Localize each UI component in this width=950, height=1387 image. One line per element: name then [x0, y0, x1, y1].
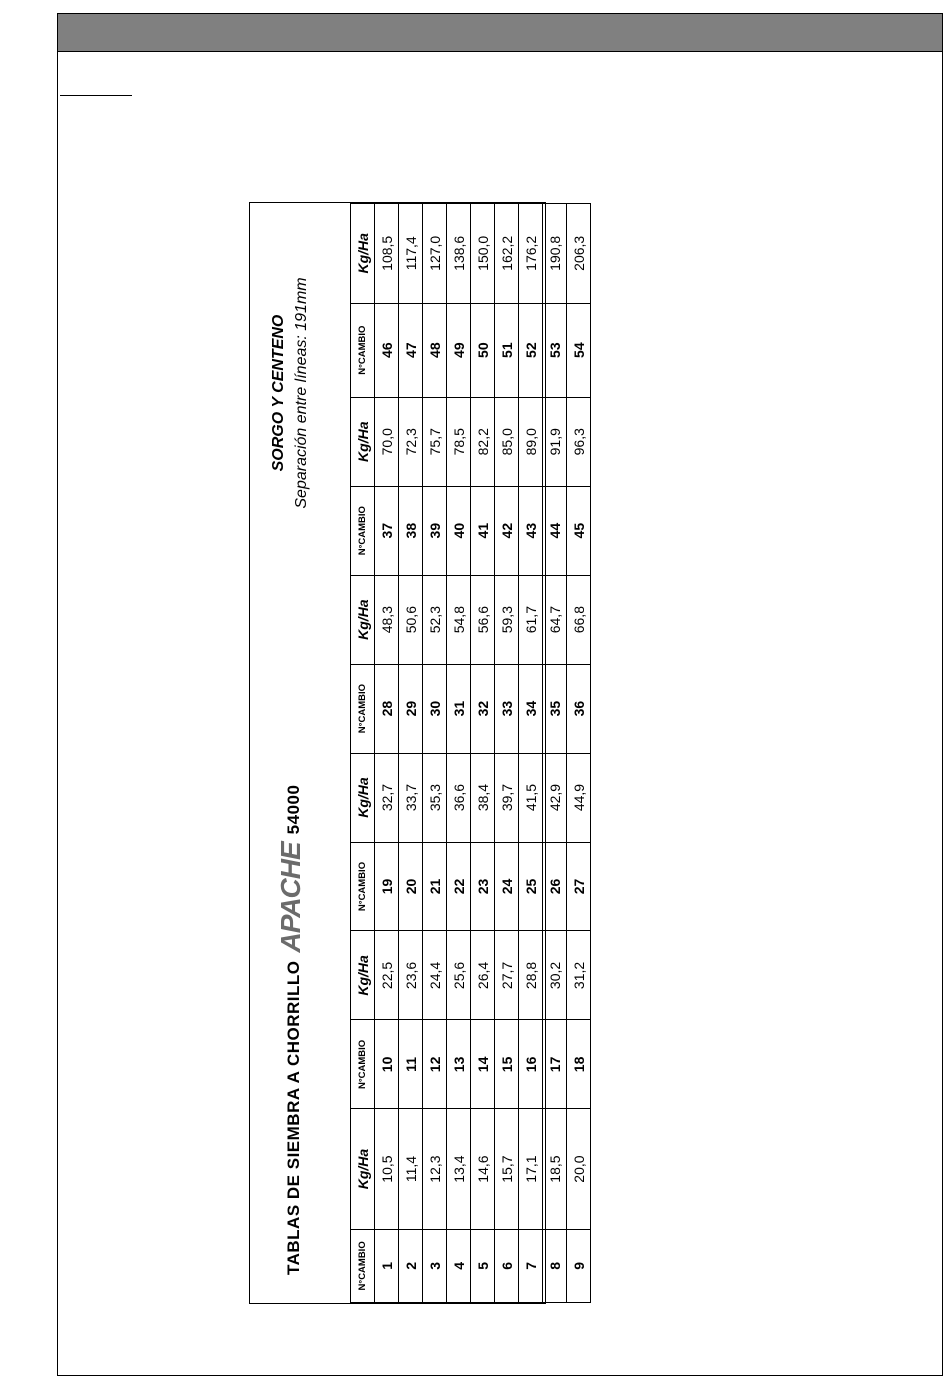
change-number-cell: 25 — [519, 842, 543, 931]
kg-ha-cell: 138,6 — [447, 204, 471, 304]
change-number-cell: 38 — [399, 486, 423, 575]
crop-title: SORGO Y CENTENO — [270, 314, 287, 472]
change-number-cell: 16 — [519, 1020, 543, 1109]
change-number-cell: 6 — [495, 1229, 519, 1302]
header-rule — [60, 95, 132, 96]
col-header-kg: Kg/Ha — [351, 397, 375, 486]
kg-ha-cell: 75,7 — [423, 397, 447, 486]
kg-ha-cell: 36,6 — [447, 753, 471, 842]
title-text: TABLAS DE SIEMBRA A CHORRILLO — [284, 960, 303, 1275]
kg-ha-cell: 33,7 — [399, 753, 423, 842]
kg-ha-cell: 82,2 — [471, 397, 495, 486]
change-number-cell: 32 — [471, 664, 495, 753]
change-number-cell: 46 — [375, 303, 399, 397]
kg-ha-cell: 206,3 — [567, 204, 591, 304]
kg-ha-cell: 52,3 — [423, 575, 447, 664]
change-number-cell: 36 — [567, 664, 591, 753]
table-row — [447, 204, 471, 1303]
kg-ha-cell: 12,3 — [423, 1109, 447, 1229]
kg-ha-cell: 50,6 — [399, 575, 423, 664]
kg-ha-cell: 59,3 — [495, 575, 519, 664]
col-header-change: N°CAMBIO — [351, 486, 375, 575]
table-row — [471, 204, 495, 1303]
header-bar — [58, 14, 942, 52]
table-body — [375, 204, 591, 1303]
change-number-cell: 11 — [399, 1020, 423, 1109]
change-number-cell: 42 — [495, 486, 519, 575]
kg-ha-cell: 32,7 — [375, 753, 399, 842]
change-number-cell: 49 — [447, 303, 471, 397]
kg-ha-cell: 190,8 — [543, 204, 567, 304]
kg-ha-cell: 23,6 — [399, 931, 423, 1020]
change-number-cell: 9 — [567, 1229, 591, 1302]
kg-ha-cell: 64,7 — [543, 575, 567, 664]
change-number-cell: 14 — [471, 1020, 495, 1109]
kg-ha-cell: 20,0 — [567, 1109, 591, 1229]
change-number-cell: 3 — [423, 1229, 447, 1302]
col-header-change: N°CAMBIO — [351, 1020, 375, 1109]
model-number: 54000 — [284, 784, 303, 835]
change-number-cell: 54 — [567, 303, 591, 397]
kg-ha-cell: 44,9 — [567, 753, 591, 842]
kg-ha-cell: 56,6 — [471, 575, 495, 664]
kg-ha-cell: 70,0 — [375, 397, 399, 486]
kg-ha-cell: 13,4 — [447, 1109, 471, 1229]
seeding-table — [350, 203, 591, 1303]
kg-ha-cell: 96,3 — [567, 397, 591, 486]
change-number-cell: 15 — [495, 1020, 519, 1109]
kg-ha-cell: 28,8 — [519, 931, 543, 1020]
change-number-cell: 29 — [399, 664, 423, 753]
kg-ha-cell: 27,7 — [495, 931, 519, 1020]
kg-ha-cell: 127,0 — [423, 204, 447, 304]
kg-ha-cell: 11,4 — [399, 1109, 423, 1229]
kg-ha-cell: 15,7 — [495, 1109, 519, 1229]
change-number-cell: 24 — [495, 842, 519, 931]
kg-ha-cell: 72,3 — [399, 397, 423, 486]
change-number-cell: 27 — [567, 842, 591, 931]
kg-ha-cell: 30,2 — [543, 931, 567, 1020]
change-number-cell: 26 — [543, 842, 567, 931]
change-number-cell: 45 — [567, 486, 591, 575]
table-row — [567, 204, 591, 1303]
kg-ha-cell: 14,6 — [471, 1109, 495, 1229]
table-row — [423, 204, 447, 1303]
kg-ha-cell: 78,5 — [447, 397, 471, 486]
col-header-kg: Kg/Ha — [351, 204, 375, 304]
change-number-cell: 4 — [447, 1229, 471, 1302]
change-number-cell: 30 — [423, 664, 447, 753]
kg-ha-cell: 41,5 — [519, 753, 543, 842]
kg-ha-cell: 18,5 — [543, 1109, 567, 1229]
change-number-cell: 2 — [399, 1229, 423, 1302]
change-number-cell: 7 — [519, 1229, 543, 1302]
kg-ha-cell: 26,4 — [471, 931, 495, 1020]
table-title-area — [250, 203, 350, 1303]
kg-ha-cell: 85,0 — [495, 397, 519, 486]
change-number-cell: 34 — [519, 664, 543, 753]
kg-ha-cell: 150,0 — [471, 204, 495, 304]
change-number-cell: 5 — [471, 1229, 495, 1302]
kg-ha-cell: 162,2 — [495, 204, 519, 304]
change-number-cell: 43 — [519, 486, 543, 575]
kg-ha-cell: 91,9 — [543, 397, 567, 486]
change-number-cell: 13 — [447, 1020, 471, 1109]
change-number-cell: 10 — [375, 1020, 399, 1109]
kg-ha-cell: 35,3 — [423, 753, 447, 842]
table-title — [275, 784, 310, 1275]
change-number-cell: 19 — [375, 842, 399, 931]
change-number-cell: 40 — [447, 486, 471, 575]
kg-ha-cell: 61,7 — [519, 575, 543, 664]
kg-ha-cell: 25,6 — [447, 931, 471, 1020]
change-number-cell: 22 — [447, 842, 471, 931]
change-number-cell: 33 — [495, 664, 519, 753]
kg-ha-cell: 24,4 — [423, 931, 447, 1020]
col-header-kg: Kg/Ha — [351, 1109, 375, 1229]
table-row — [543, 204, 567, 1303]
change-number-cell: 8 — [543, 1229, 567, 1302]
change-number-cell: 31 — [447, 664, 471, 753]
table-row — [519, 204, 543, 1303]
kg-ha-cell: 39,7 — [495, 753, 519, 842]
kg-ha-cell: 42,9 — [543, 753, 567, 842]
change-number-cell: 28 — [375, 664, 399, 753]
kg-ha-cell: 117,4 — [399, 204, 423, 304]
change-number-cell: 23 — [471, 842, 495, 931]
change-number-cell: 48 — [423, 303, 447, 397]
kg-ha-cell: 38,4 — [471, 753, 495, 842]
change-number-cell: 18 — [567, 1020, 591, 1109]
change-number-cell: 12 — [423, 1020, 447, 1109]
col-header-change: N°CAMBIO — [351, 664, 375, 753]
kg-ha-cell: 176,2 — [519, 204, 543, 304]
change-number-cell: 44 — [543, 486, 567, 575]
table-row — [495, 204, 519, 1303]
change-number-cell: 47 — [399, 303, 423, 397]
col-header-kg: Kg/Ha — [351, 931, 375, 1020]
col-header-change: N°CAMBIO — [351, 303, 375, 397]
kg-ha-cell: 22,5 — [375, 931, 399, 1020]
table-row — [375, 204, 399, 1303]
kg-ha-cell: 17,1 — [519, 1109, 543, 1229]
change-number-cell: 53 — [543, 303, 567, 397]
col-header-kg: Kg/Ha — [351, 575, 375, 664]
kg-ha-cell: 31,2 — [567, 931, 591, 1020]
change-number-cell: 35 — [543, 664, 567, 753]
row-spacing: Separación entre líneas: 191mm — [293, 277, 310, 509]
table-box — [249, 202, 587, 1304]
kg-ha-cell: 48,3 — [375, 575, 399, 664]
change-number-cell: 37 — [375, 486, 399, 575]
change-number-cell: 39 — [423, 486, 447, 575]
change-number-cell: 17 — [543, 1020, 567, 1109]
table-header-row — [351, 204, 375, 1303]
change-number-cell: 41 — [471, 486, 495, 575]
change-number-cell: 52 — [519, 303, 543, 397]
kg-ha-cell: 66,8 — [567, 575, 591, 664]
kg-ha-cell: 10,5 — [375, 1109, 399, 1229]
apache-logo — [275, 842, 307, 952]
change-number-cell: 1 — [375, 1229, 399, 1302]
kg-ha-cell: 89,0 — [519, 397, 543, 486]
kg-ha-cell: 54,8 — [447, 575, 471, 664]
table-row — [399, 204, 423, 1303]
col-header-kg: Kg/Ha — [351, 753, 375, 842]
change-number-cell: 20 — [399, 842, 423, 931]
brand-logo-text: APACHE — [275, 842, 306, 953]
change-number-cell: 21 — [423, 842, 447, 931]
rotated-seeding-table — [249, 202, 587, 1304]
change-number-cell: 50 — [471, 303, 495, 397]
change-number-cell: 51 — [495, 303, 519, 397]
col-header-change: N°CAMBIO — [351, 1229, 375, 1302]
col-header-change: N°CAMBIO — [351, 842, 375, 931]
kg-ha-cell: 108,5 — [375, 204, 399, 304]
